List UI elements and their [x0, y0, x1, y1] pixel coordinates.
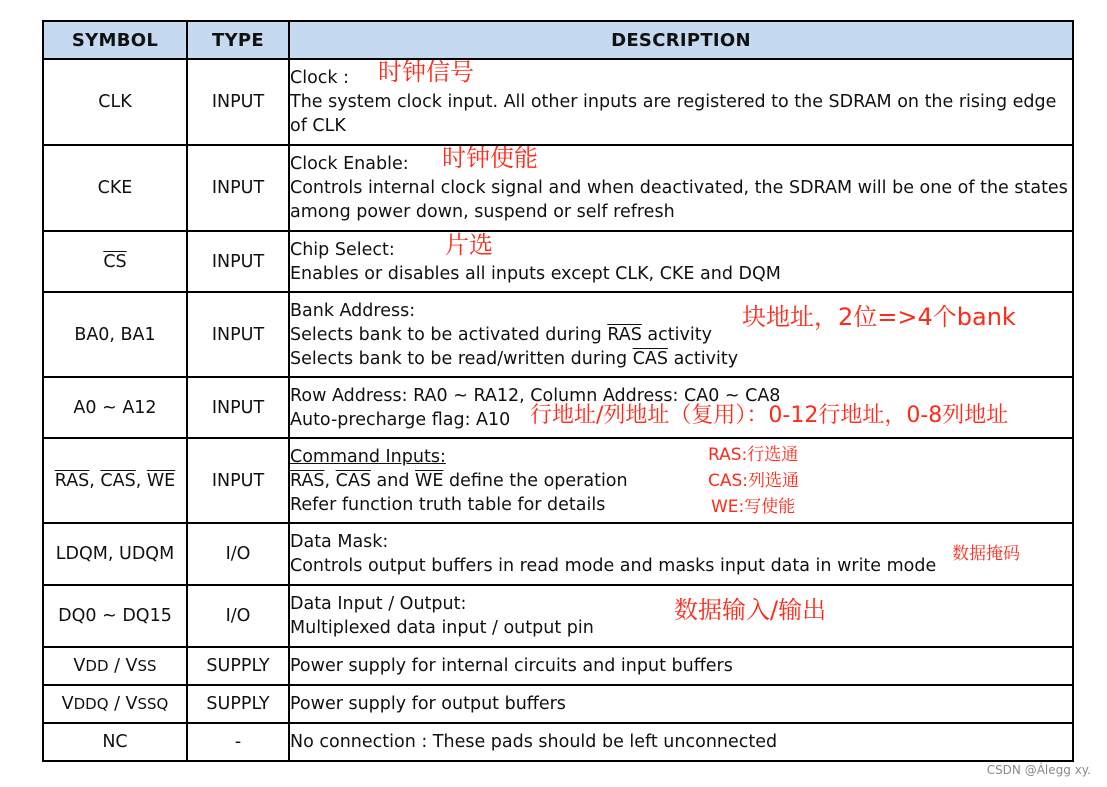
text-span: SS	[137, 657, 157, 675]
text-span: / V	[108, 656, 138, 676]
description-cell	[289, 585, 1073, 647]
type-cell: -	[187, 723, 289, 761]
header-description: DESCRIPTION	[289, 21, 1073, 59]
type-cell: I/O	[187, 585, 289, 647]
cas-overline: $\overline{CAS}$	[632, 348, 669, 369]
description-title: Bank Address:	[290, 300, 416, 321]
description-line: Auto-precharge flag: A10	[290, 409, 511, 430]
separator: ,	[89, 470, 101, 491]
symbol-cell: DQ0 ~ DQ15	[43, 585, 187, 647]
symbol-cell: CLK	[43, 59, 187, 145]
description-title: Row Address: RA0 ~ RA12, Column Address: CA0 ~ CA8	[290, 385, 781, 406]
type-cell: INPUT	[187, 59, 289, 145]
type-cell: INPUT	[187, 231, 289, 292]
table-row-cke	[43, 145, 1073, 231]
text-span: / V	[108, 694, 138, 714]
watermark: CSDN @Álegg xy.	[986, 763, 1091, 777]
description-cell	[289, 292, 1073, 377]
text-span: and	[370, 470, 416, 491]
text-span: SSQ	[137, 695, 169, 713]
symbol-cell: NC	[43, 723, 187, 761]
type-cell: INPUT	[187, 438, 289, 523]
text-span: ,	[324, 470, 336, 491]
description-title: Chip Select:	[290, 239, 395, 260]
table-row-command-inputs	[43, 438, 1073, 523]
description-cell	[289, 438, 1073, 523]
description-cell	[289, 59, 1073, 145]
type-cell: I/O	[187, 523, 289, 585]
description-cell	[289, 231, 1073, 292]
type-cell: INPUT	[187, 145, 289, 231]
text-span: DDQ	[73, 695, 109, 713]
description-line	[290, 469, 1072, 493]
ras-overline: $\overline{RAS}$	[290, 470, 325, 491]
type-cell: INPUT	[187, 292, 289, 377]
annotation-note: 数据掩码	[952, 544, 1020, 564]
table-row-address	[43, 377, 1073, 438]
annotation-note: 行地址/列地址（复用）：0-12行地址，0-8列地址	[530, 403, 1009, 428]
description-line: Multiplexed data input / output pin	[290, 618, 594, 638]
description-title: Data Mask:	[290, 532, 389, 552]
annotation-note: CAS:列选通	[708, 471, 800, 491]
description-title: Clock Enable:	[290, 154, 409, 174]
description-line: Controls internal clock signal and when deactivated, the SDRAM will be one of the states	[290, 178, 1068, 198]
table-row-data-io	[43, 585, 1073, 647]
text-span: activity	[668, 348, 739, 369]
description-cell	[289, 145, 1073, 231]
type-cell: SUPPLY	[187, 647, 289, 685]
description-cell	[289, 523, 1073, 585]
text-span: Selects bank to be read/written during	[290, 348, 633, 369]
text-span: DD	[85, 657, 109, 675]
header-type: TYPE	[187, 21, 289, 59]
description-line: Power supply for internal circuits and input buffers	[290, 656, 733, 676]
description-cell	[289, 723, 1073, 761]
table-row-vddq	[43, 685, 1073, 723]
description-line: No connection : These pads should be left unconnected	[290, 732, 778, 752]
table-row-cs	[43, 231, 1073, 292]
text-span: V	[61, 694, 74, 714]
text-span: activity	[641, 324, 712, 345]
symbol-cs: $\overline{CS}$	[103, 251, 127, 272]
description-line: of CLK	[290, 116, 346, 136]
description-line: Controls output buffers in read mode and masks input data in write mode	[290, 556, 937, 576]
type-cell: SUPPLY	[187, 685, 289, 723]
symbol-cell	[43, 438, 187, 523]
table-row-nc	[43, 723, 1073, 761]
text-span: define the operation	[443, 470, 628, 491]
symbol-cell: BA0, BA1	[43, 292, 187, 377]
table-row-clk	[43, 59, 1073, 145]
annotation-note: WE:写使能	[711, 497, 796, 517]
annotation-note: 数据输入/输出	[674, 596, 827, 624]
description-cell	[289, 685, 1073, 723]
description-cell	[289, 647, 1073, 685]
description-title: Data Input / Output:	[290, 594, 467, 614]
ras-overline: $\overline{RAS}$	[607, 324, 642, 345]
symbol-cell: A0 ~ A12	[43, 377, 187, 438]
sdram-pin-table	[42, 20, 1074, 762]
annotation-note: 时钟使能	[442, 144, 538, 172]
description-title: Clock :	[290, 68, 350, 88]
symbol-cell	[43, 647, 187, 685]
separator: ,	[135, 470, 147, 491]
symbol-we: $\overline{WE}$	[146, 470, 176, 491]
description-line: Power supply for output buffers	[290, 694, 566, 714]
symbol-cell: CKE	[43, 145, 187, 231]
description-line	[290, 347, 1072, 371]
text-span: V	[73, 656, 86, 676]
annotation-note: 片选	[445, 231, 493, 259]
header-symbol: SYMBOL	[43, 21, 187, 59]
table-row-data-mask	[43, 523, 1073, 585]
text-span: Selects bank to be activated during	[290, 324, 608, 345]
we-overline: $\overline{WE}$	[415, 470, 444, 491]
description-line: The system clock input. All other inputs are registered to the SDRAM on the rising edge	[290, 92, 1057, 112]
symbol-cell: LDQM, UDQM	[43, 523, 187, 585]
annotation-note: RAS:行选通	[708, 445, 799, 465]
symbol-ras: $\overline{RAS}$	[54, 470, 90, 491]
header-row	[43, 21, 1073, 59]
type-cell: INPUT	[187, 377, 289, 438]
cas-overline: $\overline{CAS}$	[335, 470, 371, 491]
symbol-cell	[43, 231, 187, 292]
symbol-cas: $\overline{CAS}$	[100, 470, 136, 491]
annotation-note: 块地址，2位=>4个bank	[742, 303, 1016, 331]
description-title: Command Inputs:	[290, 446, 446, 467]
annotation-note: 时钟信号	[378, 58, 474, 86]
description-line: Refer function truth table for details	[290, 494, 606, 515]
table-row-vdd	[43, 647, 1073, 685]
table-row-bank-address	[43, 292, 1073, 377]
description-cell	[289, 377, 1073, 438]
description-line: Enables or disables all inputs except CLK, CKE and DQM	[290, 263, 781, 284]
description-line: among power down, suspend or self refresh	[290, 202, 675, 222]
symbol-cell	[43, 685, 187, 723]
